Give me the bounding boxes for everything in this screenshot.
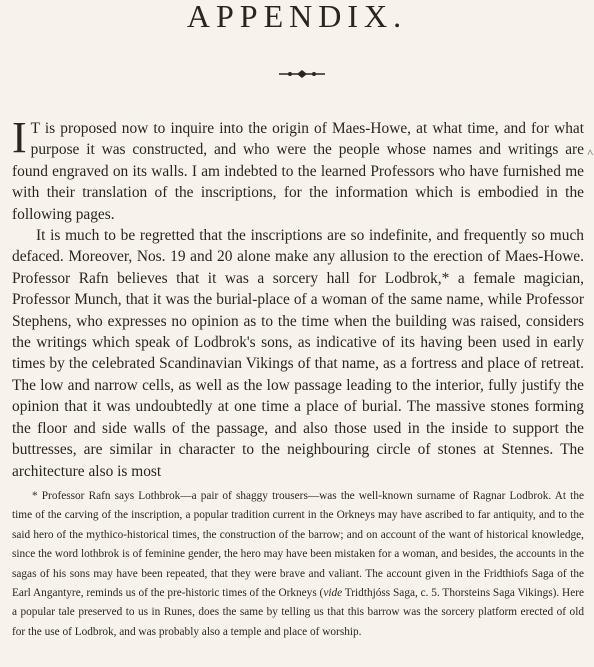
footnote — [12, 487, 584, 642]
drop-cap: I — [12, 113, 27, 162]
paragraph-2: It is much to be regretted that the inscriptions are so indefinite, and frequently so much defaced. Moreover, Nos. 19 and 20 alone make any allusion to the erection of Maes-Howe. Professor Rafn believes that it was a sorcery hall for Lodbrok,* a female magician, Professor Munch, that it was the burial-place of a woman of the same name, while Professor Stephens, who expresses no opinion as to the time when the building was raised, considers the writings which speak of Lodbrok's sons, as indicative of its having been used in early times by the celebrated Scandinavian Vikings of that name, as a fortress and place of retreat. The low and narrow cells, as well as the low passage leading to the interior, fully justify the opinion that it was undoubtedly at one time a place of burial. The massive stones forming the floor and side walls of the passage, and also those used in the inside to support the buttresses, are similar in character to the neighbouring circle of stones at Stennes. The architecture also is most — [12, 227, 584, 480]
paragraph-1-text: T is proposed now to inquire into the origin of Maes-Howe, at what time, and for what purpose it was constructed, and who were the people whose names and writings are found engraved on its walls. I am indebted to the learned Professors who have furnished me with their translation of the inscriptions, for the information which is embodied in the following pages. — [12, 120, 584, 223]
ornament-divider — [277, 67, 327, 81]
footnote-italic-vide: vide — [323, 587, 343, 600]
footnote-text-start: * Professor Rafn says Lothbrok—a pair of shaggy trousers—was the well-known surname of Ragnar Lodbrok. At the time of the carving of the inscription, a popular tradition current in the Orkneys may have ascribed to far antiquity, and to the said hero of the mythico-historical times, the construction of the barrow; and on account of the want of historical knowledge, since the word lothbrok is of feminine gender, the hero may have been mistaken for a woman, and besides, the accounts in the sagas of his sons may have been repeated, that they were brave and valiant. The account given in the Fridthiofs Saga of the Earl Angantyre, reminds us of the pre-historic times of the Orkneys ( — [12, 490, 584, 600]
footnote-text-end: Tridthjóss Saga, c. 5. Thorsteins Saga Vikings). Here a popular tale preserved to us in Runes, does the same by telling us that this barrow was the sorcery platform erected of old for the use of Lodbrok, and was probably also a temple and place of worship. — [12, 587, 584, 638]
footnote-text — [12, 487, 584, 642]
appendix-body — [12, 113, 584, 482]
page-title: APPENDIX. — [186, 0, 408, 34]
paragraph-1 — [12, 113, 584, 225]
margin-mark: ^ — [587, 146, 593, 160]
